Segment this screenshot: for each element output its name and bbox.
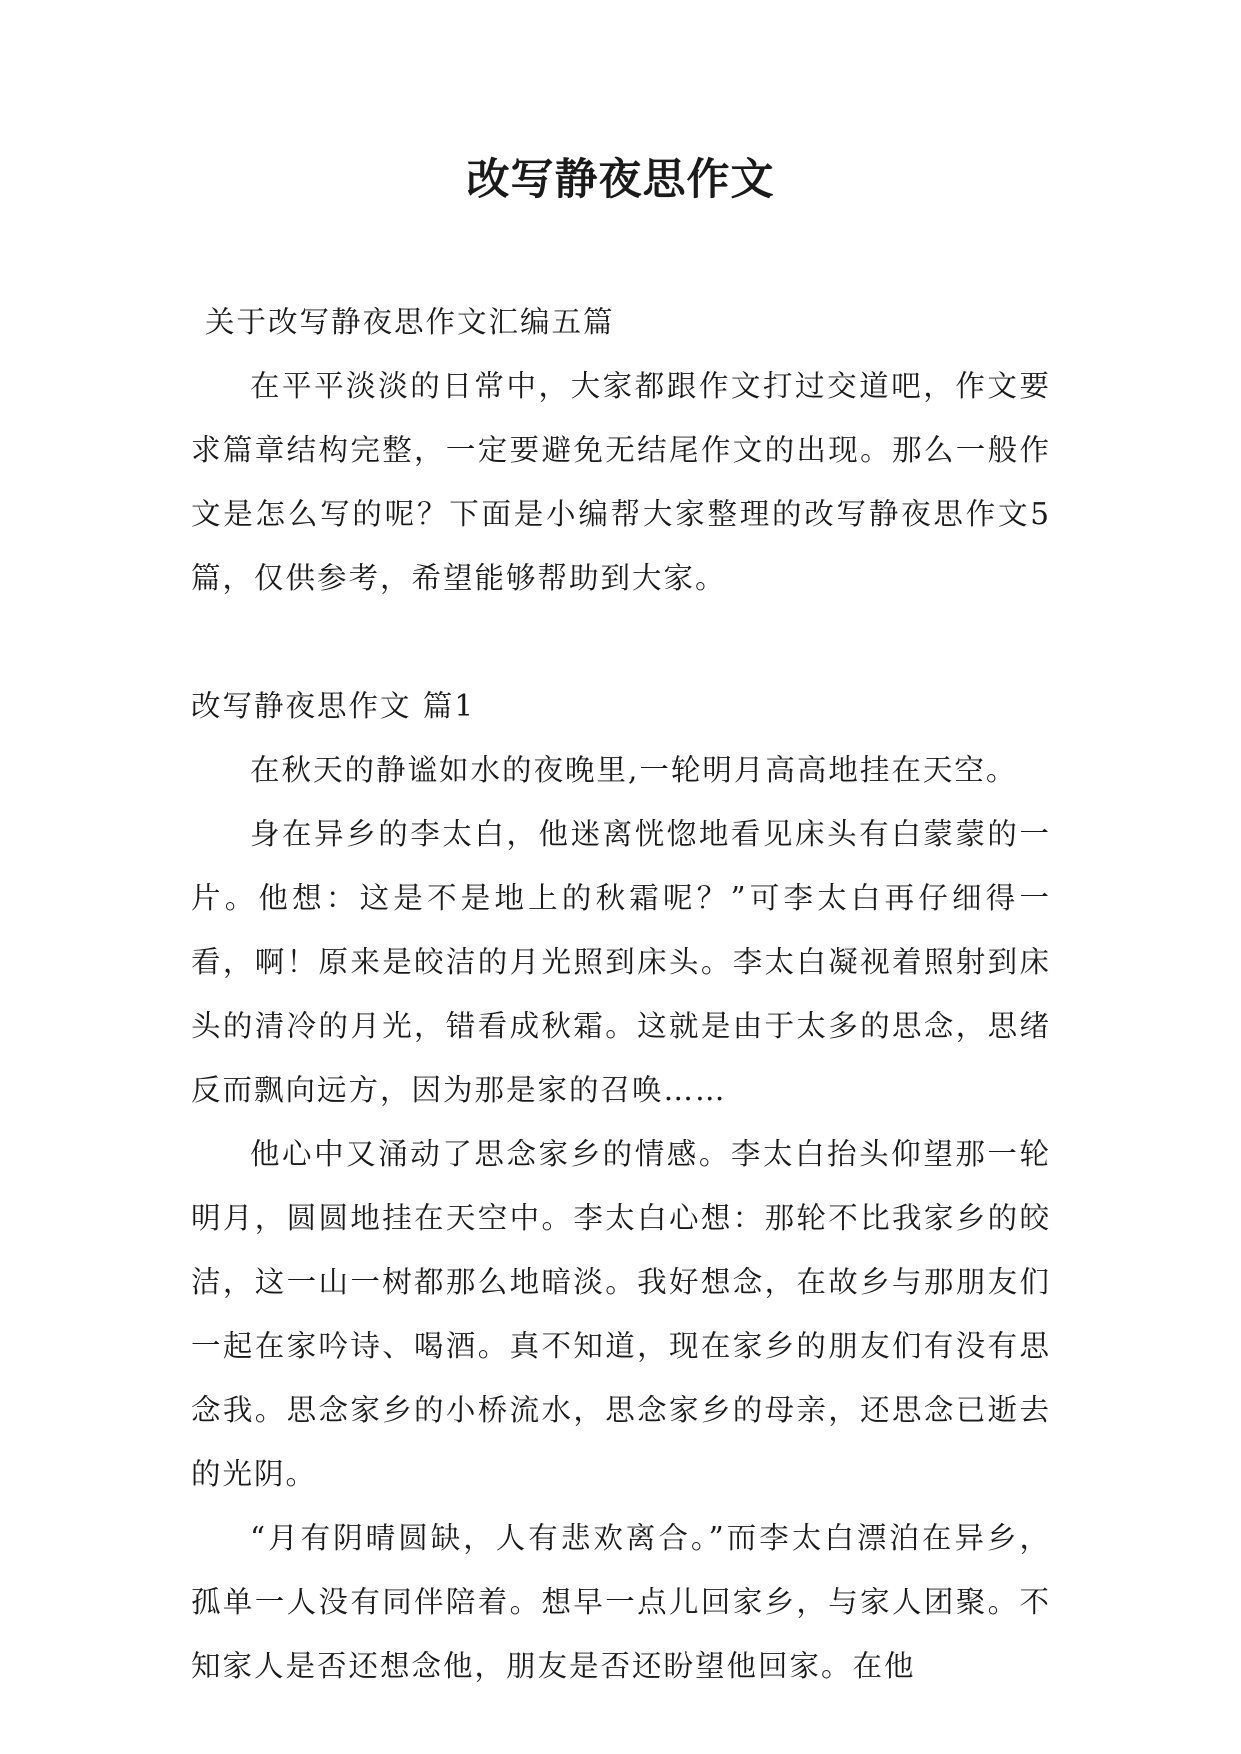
- body-paragraph: “月有阴晴圆缺，人有悲欢离合。”而李太白漂泊在异乡，孤单一人没有同伴陪着。想早一点儿回家乡，与家人团聚。不知家人是否还想念他，朋友是否还盼望他回家。在他: [191, 1521, 1051, 1683]
- document-body: [191, 290, 1051, 1698]
- body-paragraph: 他心中又涌动了思念家乡的情感。李太白抬头仰望那一轮明月，圆圆地挂在天空中。李太白心想：那轮不比我家乡的皎洁，这一山一树都那么地暗淡。我好想念，在故乡与那朋友们一起在家吟诗、喝酒。真不知道，现在家乡的朋友们有没有思念我。思念家乡的小桥流水，思念家乡的母亲，还思念已逝去的光阴。: [191, 1137, 1051, 1491]
- body-paragraph: 身在异乡的李太白，他迷离恍惚地看见床头有白蒙蒙的一片。他想：这是不是地上的秋霜呢？”可李太白再仔细得一看，啊！原来是皎洁的月光照到床头。李太白凝视着照射到床头的清冷的月光，错看成秋霜。这就是由于太多的思念，思绪反而飘向远方，因为那是家的召唤……: [191, 817, 1051, 1107]
- document-title: 改写静夜思作文: [466, 155, 775, 205]
- section-spacer: [191, 610, 1051, 674]
- intro-paragraph: 在平平淡淡的日常中，大家都跟作文打过交道吧，作文要求篇章结构完整，一定要避免无结尾作文的出现。那么一般作文是怎么写的呢？下面是小编帮大家整理的改写静夜思作文5篇，仅供参考，希望能够帮助到大家。: [191, 369, 1051, 595]
- section-heading: 改写静夜思作文 篇1: [191, 689, 476, 723]
- document-subtitle: 关于改写静夜思作文汇编五篇: [205, 305, 615, 339]
- body-paragraph: 在秋天的静谧如水的夜晚里,一轮明月高高地挂在天空。: [250, 753, 1018, 787]
